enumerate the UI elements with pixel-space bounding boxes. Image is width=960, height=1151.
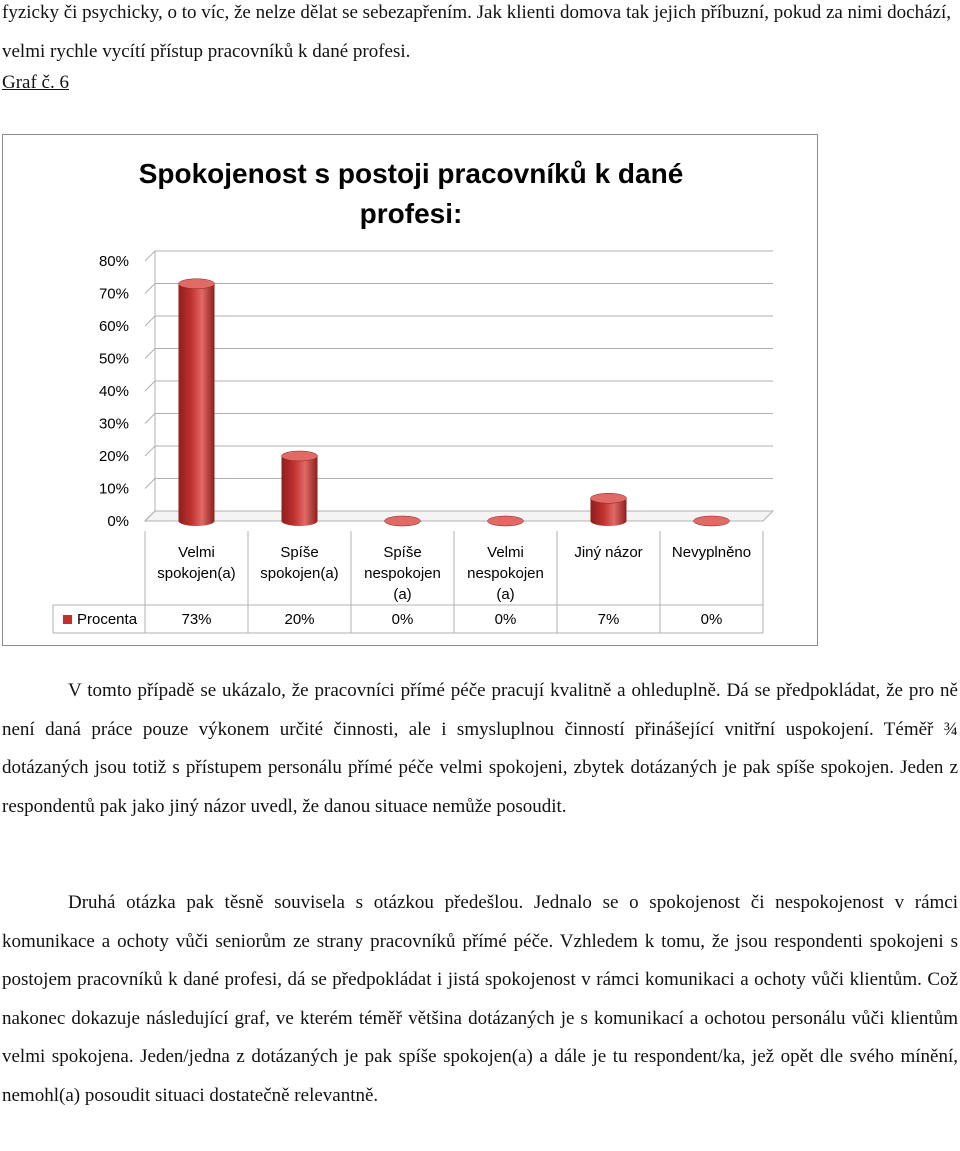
y-tick-label: 10%	[98, 480, 129, 498]
data-label: 0%	[494, 611, 517, 628]
gridline	[145, 479, 773, 489]
paragraph-1: V tomto případě se ukázalo, že pracovníci přímé péče pracují kvalitně a ohleduplně. Dá se předpokládat, že pro ně není daná práce pouze výkonem určité činnosti, ale i smysluplnou činností přinášející vnitřní uspokojení. Téměř ¾ dotázaných jsou totiž s přístupem personálu přímé péče velmi spokojeni, zbytek dotázaných je pak spíše spokojen. Jeden z respondentů pak jako jiný názor uvedl, že danou situace nemůže posoudit.	[2, 680, 958, 817]
bar	[282, 456, 318, 526]
category-label: nespokojen	[467, 565, 544, 582]
gridline	[145, 349, 773, 359]
data-label: 0%	[700, 611, 723, 628]
data-label: 0%	[391, 611, 414, 628]
bar-top	[282, 451, 318, 461]
y-tick-label: 20%	[98, 448, 129, 465]
category-label: Jiný názor	[574, 544, 643, 561]
gridline	[145, 414, 773, 424]
category-label: Nevyplněno	[671, 544, 752, 561]
y-tick-label: 80%	[98, 253, 129, 270]
y-tick-label: 40%	[98, 383, 129, 400]
bar-chart	[3, 135, 817, 645]
gridline	[145, 284, 773, 294]
bar-top	[591, 493, 627, 503]
y-tick-label: 70%	[98, 285, 129, 303]
category-label: (a)	[496, 586, 515, 603]
chart-title-line: Spokojenost s postoji pracovníků k dané	[138, 158, 684, 189]
chart-floor	[145, 511, 773, 521]
intro-paragraph: fyzicky či psychicky, o to víc, že nelze dělat se sebezapřením. Jak klienti domova tak jejich příbuzní, pokud za nimi dochází, velmi rychle vycítí přístup pracovníků k dané profesi.	[2, 2, 951, 62]
bar-top	[488, 516, 524, 526]
paragraph-2: Druhá otázka pak těsně souvisela s otázkou předešlou. Jednalo se o spokojenost či nespokojenost v rámci komunikace a ochoty vůči seniorům ze strany pracovníků přímé péče. Vzhledem k tomu, že jsou respondenti spokojeni s postojem pracovníků k dané profesi, dá se předpokládat i jistá spokojenost v rámci komunikaci a ochoty vůči klientům. Což nakonec dokazuje následující graf, ve kterém téměř většina dotázaných je s komunikací a ochotou personálu vůči klientům velmi spokojena. Jeden/jedna z dotázaných je pak spíše spokojen(a) a dále je tu respondent/ka, jež opět dle svého mínění, nemohl(a) posoudit situaci dostatečně relevantně.	[2, 892, 958, 1106]
bar-top	[694, 516, 730, 526]
category-label: Velmi	[178, 544, 215, 561]
gridline	[145, 316, 773, 326]
gridline	[145, 446, 773, 456]
graph-label-text: Graf č. 6	[2, 72, 69, 93]
data-label: 73%	[181, 611, 212, 628]
chart-title-line: profesi:	[359, 198, 463, 229]
y-tick-label: 60%	[98, 318, 129, 335]
y-tick-label: 50%	[98, 350, 129, 368]
y-tick-label: 0%	[107, 513, 129, 530]
gridline	[145, 251, 773, 261]
category-label: Spíše	[383, 544, 422, 561]
category-label: Velmi	[487, 544, 524, 561]
y-tick-label: 30%	[98, 415, 129, 433]
category-label: Spíše	[280, 544, 319, 561]
gridline	[145, 381, 773, 391]
category-label: spokojen(a)	[157, 565, 236, 582]
category-label: nespokojen	[364, 565, 441, 582]
chart-frame	[2, 134, 818, 646]
legend-key	[63, 615, 72, 624]
category-label: (a)	[393, 586, 412, 603]
bar	[179, 284, 215, 526]
bar-top	[179, 279, 215, 289]
graph-label	[2, 72, 69, 94]
bar-top	[385, 516, 421, 526]
data-label: 7%	[597, 611, 620, 628]
category-label: spokojen(a)	[260, 565, 339, 582]
data-label: 20%	[284, 611, 315, 628]
legend-label: Procenta	[77, 611, 138, 628]
